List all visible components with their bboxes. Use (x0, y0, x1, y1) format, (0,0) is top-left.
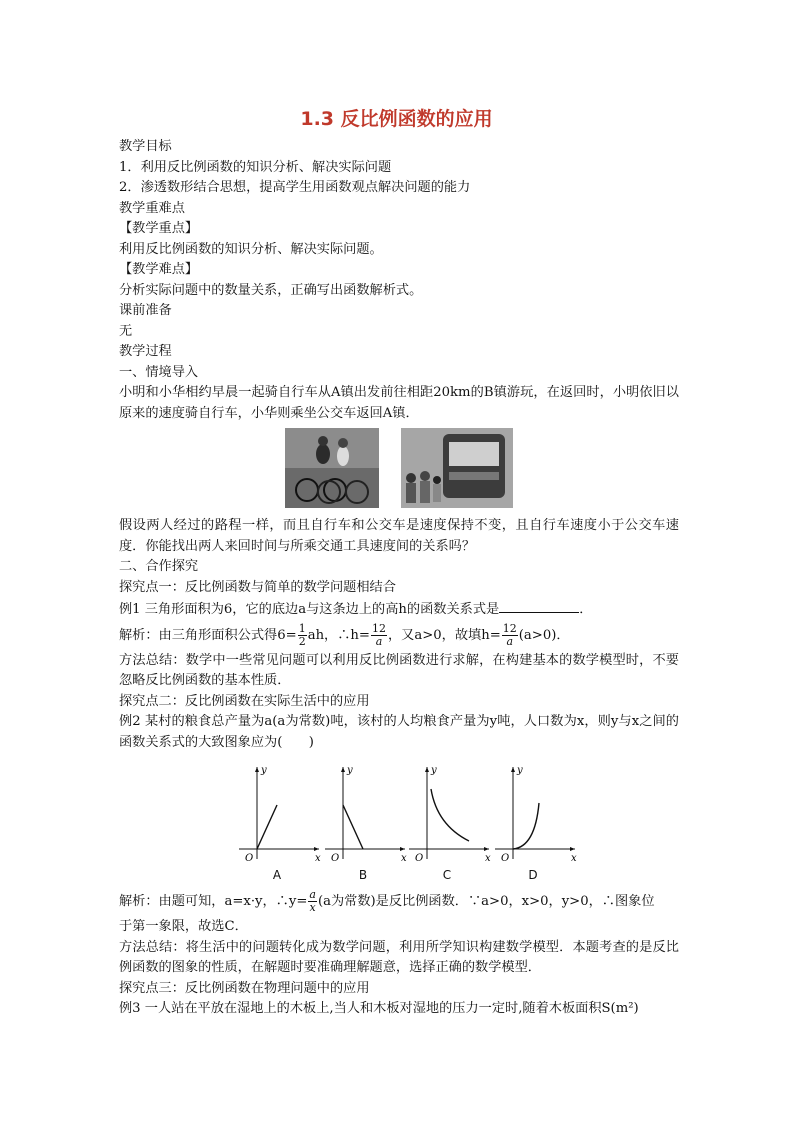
solution-text: (a>0)． (518, 627, 570, 643)
svg-text:O: O (331, 853, 340, 863)
svg-text:x: x (485, 853, 491, 863)
solution-text: 解析：由题可知，a=x·y，∴y= (119, 894, 308, 909)
photo-row (119, 428, 679, 510)
svg-text:O: O (245, 853, 254, 863)
subheading: 二、合作探究 (119, 559, 199, 574)
bicycle-photo (285, 428, 379, 508)
svg-text:y: y (517, 765, 523, 776)
graph-option-c (401, 759, 493, 887)
paragraph: 分析实际问题中的数量关系，正确写出函数解析式。 (119, 282, 423, 298)
fraction: $\frac{a}{x}$ (309, 888, 316, 914)
solution-text: ah，∴h= (307, 627, 370, 643)
page-title: 1.3 反比例函数的应用 (300, 108, 493, 130)
svg-text:y: y (347, 765, 353, 776)
solution-2 (119, 887, 679, 917)
svg-text:O: O (415, 853, 424, 863)
section-heading: 教学重难点 (119, 200, 185, 216)
graph-option-d (487, 759, 579, 887)
graph-label: C (442, 868, 452, 882)
subheading: 【教学重点】 (119, 221, 199, 236)
answer-blank (499, 598, 579, 613)
graph-label: B (358, 868, 368, 882)
example-3: 例3 一人站在平放在湿地上的木板上,当人和木板对湿地的压力一定时,随着木板面积S(m²) (119, 1001, 639, 1016)
answer-graphs (119, 759, 679, 887)
graph-label: D (528, 868, 538, 882)
example-1 (119, 598, 679, 621)
document-body (119, 137, 679, 1020)
paragraph: 利用反比例函数的知识分析、解决实际问题。 (119, 241, 383, 257)
paragraph: 假设两人经过的路程一样，而且自行车和公交车是速度保持不变，且自行车速度小于公交车速度．你能找出两人来回时间与所乘交通工具速度间的关系吗？ (119, 518, 679, 554)
paragraph: 2．渗透数形结合思想，提高学生用函数观点解决问题的能力 (119, 180, 471, 195)
fraction: $\frac{12}{a}$ (371, 621, 386, 648)
solution-text: ，又a>0，故填h= (387, 627, 501, 643)
paragraph: 1．利用反比例函数的知识分析、解决实际问题 (119, 159, 392, 175)
paragraph: 无 (119, 323, 133, 339)
example-text: 例1 三角形面积为6，它的底边a与这条边上的高h的函数关系式是 (119, 602, 500, 617)
solution-text: 解析：由三角形面积公式得6= (119, 627, 297, 643)
fraction: $\frac{12}{a}$ (502, 621, 517, 648)
solution-1 (119, 621, 679, 651)
section-heading: 课前准备 (119, 303, 172, 318)
paragraph: 小明和小华相约早晨一起骑自行车从A镇出发前往相距20km的B镇游玩，在返回时，小明依旧以原来的速度骑自行车，小华则乘坐公交车返回A镇． (119, 385, 679, 421)
fraction: $\frac{1}{2}$ (298, 621, 306, 648)
svg-text:x: x (315, 853, 321, 863)
subheading: 探究点二：反比例函数在实际生活中的应用 (119, 693, 370, 709)
svg-text:x: x (401, 853, 407, 863)
subheading: 一、情境导入 (119, 364, 199, 380)
subheading: 【教学难点】 (119, 262, 199, 277)
svg-text:O: O (501, 853, 510, 863)
graph-option-a (231, 759, 323, 887)
subheading: 探究点一：反比例函数与简单的数学问题相结合 (119, 579, 396, 595)
subheading: 探究点三：反比例函数在物理问题中的应用 (119, 980, 370, 996)
method-summary: 方法总结：将生活中的问题转化成为数学问题，利用所学知识构建数学模型．本题考查的是反比例函数的图象的性质，在解题时要准确理解题意，选择正确的数学模型． (119, 939, 679, 975)
paragraph: 于第一象限，故选C． (119, 919, 248, 934)
solution-text: (a为常数)是反比例函数．∵a>0，x>0，y>0，∴图象位 (317, 894, 655, 909)
svg-text:x: x (571, 853, 577, 863)
bus-photo (401, 428, 513, 508)
method-summary: 方法总结：数学中一些常见问题可以利用反比例函数进行求解，在构建基本的数学模型时，不要忽略反比例函数的基本性质． (119, 652, 679, 688)
section-heading: 教学过程 (119, 344, 172, 359)
punctuation: ． (579, 602, 593, 617)
example-2: 例2 某村的粮食总产量为a(a为常数)吨，该村的人均粮食产量为y吨，人口数为x，则y与x之间的函数关系式的大致图象应为( ) (119, 714, 679, 750)
graph-option-b (317, 759, 409, 887)
graph-label: A (272, 868, 282, 882)
svg-text:y: y (431, 765, 437, 776)
section-heading: 教学目标 (119, 139, 172, 154)
svg-text:y: y (261, 765, 267, 776)
